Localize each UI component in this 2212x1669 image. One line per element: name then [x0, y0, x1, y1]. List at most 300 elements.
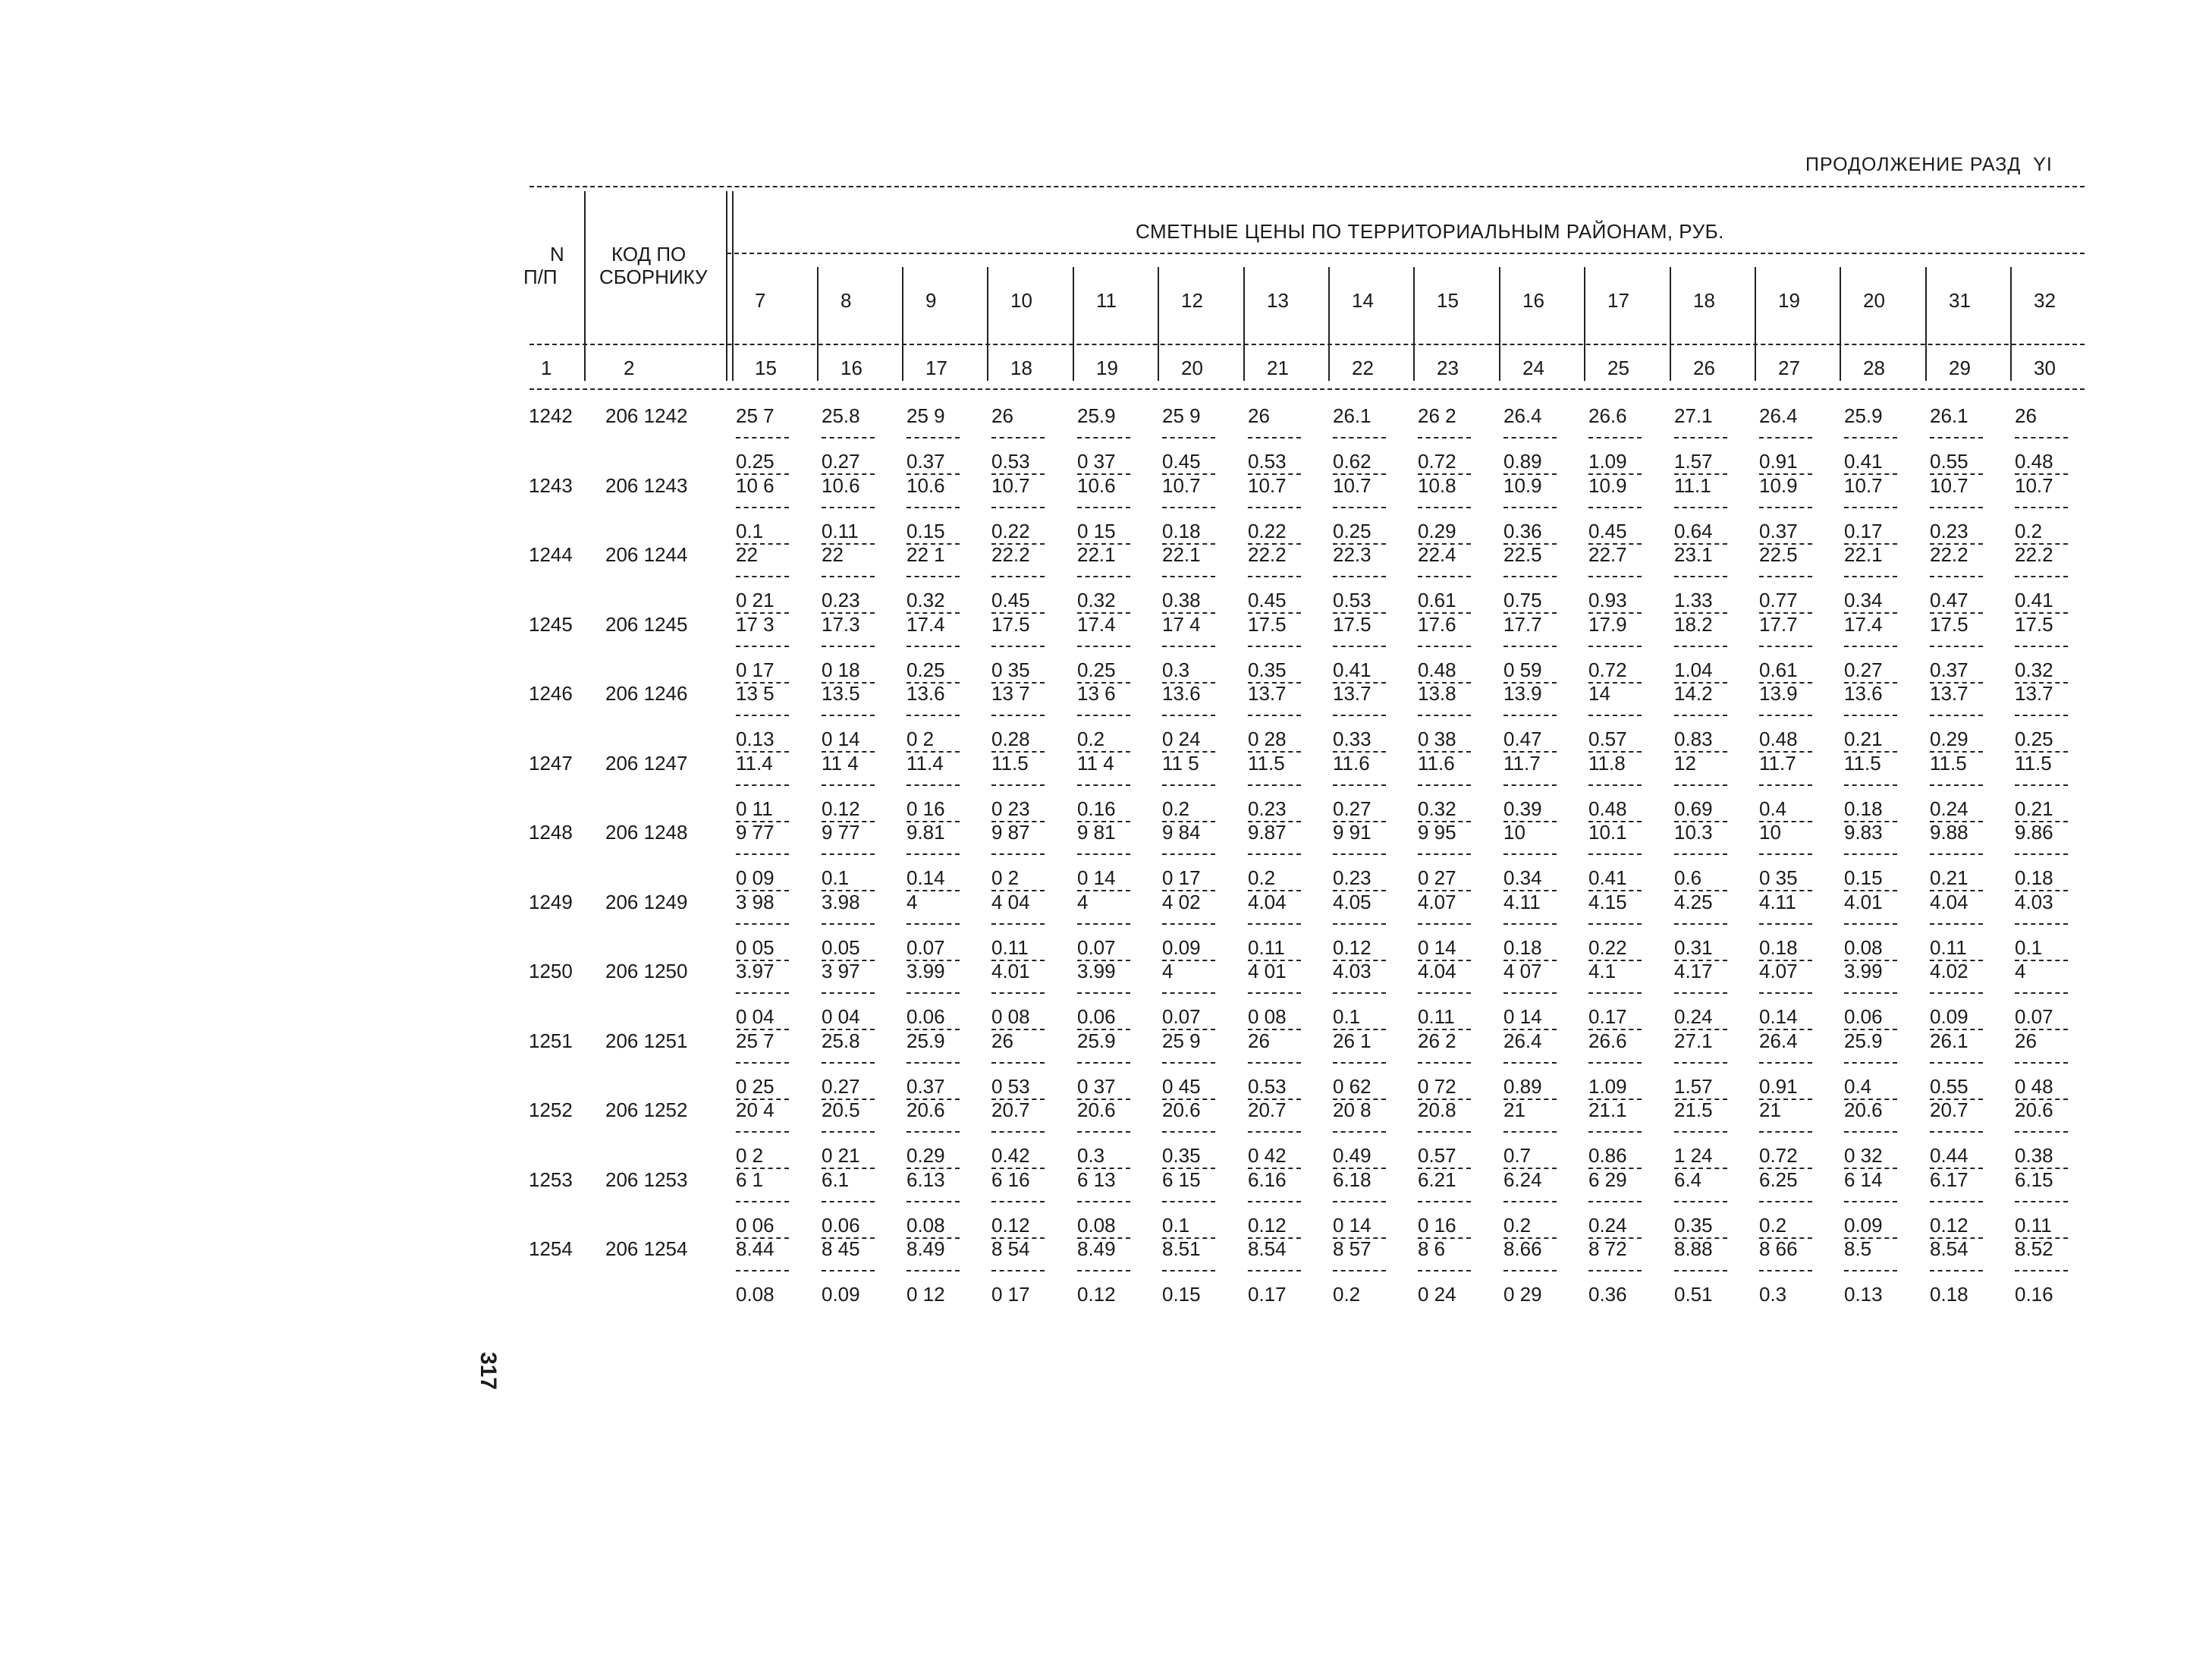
- price-bottom: 0.48: [1418, 658, 1456, 681]
- price-bottom: 0.1: [1162, 1213, 1190, 1237]
- fraction-dash: [2015, 507, 2068, 508]
- price-top: 9 77: [736, 821, 775, 844]
- price-top: 10.6: [1077, 473, 1116, 497]
- price-top: 9 84: [1162, 821, 1201, 844]
- price-bottom: 0.45: [1248, 589, 1287, 611]
- price-top: 11.4: [906, 751, 944, 775]
- price-top: 14: [1588, 682, 1610, 705]
- price-bottom: 0.83: [1674, 728, 1713, 750]
- fraction-dash: [1759, 853, 1812, 855]
- fraction-dash: [991, 1201, 1045, 1202]
- price-top: 9.87: [1248, 821, 1287, 844]
- price-bottom: 0 23: [991, 797, 1030, 820]
- price-bottom: 0.24: [1588, 1213, 1627, 1237]
- price-bottom: 0.27: [1333, 797, 1372, 820]
- price-bottom: 0 2: [906, 728, 935, 750]
- fraction-dash: [1844, 646, 1897, 647]
- row-code: 206 1253: [605, 1168, 688, 1191]
- row-code: 206 1254: [605, 1237, 688, 1260]
- fraction-dash: [1759, 507, 1812, 508]
- price-top: 10.6: [906, 473, 945, 497]
- price-top: 13 7: [991, 682, 1030, 705]
- price-top: 8.51: [1162, 1237, 1201, 1260]
- price-bottom: 0 72: [1418, 1074, 1456, 1098]
- price-bottom: 0 16: [1418, 1213, 1456, 1237]
- fraction-dash: [736, 784, 789, 786]
- price-top: 4: [2015, 960, 2026, 982]
- fraction-dash: [991, 1270, 1045, 1271]
- price-bottom: 0.06: [1077, 1005, 1116, 1028]
- price-bottom: 0.2: [1503, 1213, 1532, 1237]
- fraction-dash: [822, 507, 875, 508]
- fraction-dash: [1503, 715, 1557, 716]
- price-bottom: 0.64: [1674, 519, 1713, 542]
- price-top: 26.4: [1503, 404, 1542, 427]
- price-top: 26.4: [1759, 404, 1798, 427]
- fraction-dash: [1674, 992, 1727, 994]
- price-bottom: 0.08: [906, 1213, 945, 1237]
- price-bottom: 1.33: [1674, 589, 1713, 611]
- price-top: 9 87: [991, 821, 1030, 844]
- price-bottom: 0.15: [906, 519, 945, 542]
- price-top: 22.2: [1248, 543, 1287, 566]
- price-bottom: 0.12: [1333, 935, 1372, 959]
- price-bottom: 0.34: [1844, 589, 1883, 611]
- price-bottom: 0.53: [1248, 450, 1287, 473]
- region-col-separator: [902, 267, 903, 381]
- price-bottom: 0.93: [1588, 589, 1627, 611]
- price-top: 6 14: [1844, 1168, 1883, 1191]
- region-header: 14: [1352, 289, 1374, 312]
- price-bottom: 0.35: [1674, 1213, 1713, 1237]
- fraction-dash: [1759, 646, 1812, 647]
- price-bottom: 0.16: [2015, 1283, 2053, 1306]
- fraction-dash: [1162, 1131, 1215, 1133]
- fraction-dash: [1674, 1270, 1727, 1271]
- fraction-dash: [1162, 923, 1215, 925]
- price-bottom: 0.12: [1077, 1283, 1116, 1306]
- continuation-label: ПРОДОЛЖЕНИЕ РАЗД YI: [1805, 154, 2053, 175]
- row-code: 206 1242: [605, 404, 688, 427]
- price-top: 17.6: [1418, 612, 1456, 636]
- price-bottom: 0.6: [1674, 866, 1702, 889]
- price-bottom: 0.77: [1759, 589, 1798, 611]
- price-top: 11.6: [1418, 751, 1455, 775]
- row-number: 1254: [529, 1237, 573, 1260]
- fraction-dash: [1162, 576, 1215, 577]
- price-top: 10.7: [1248, 473, 1287, 497]
- price-top: 20.7: [1930, 1099, 1968, 1121]
- price-bottom: 0.07: [1077, 935, 1116, 959]
- fraction-dash: [736, 992, 789, 994]
- col-index-header: 23: [1437, 357, 1459, 379]
- price-top: 25.8: [822, 1029, 860, 1052]
- price-bottom: 1 24: [1674, 1144, 1713, 1167]
- price-bottom: 0.1: [2015, 935, 2043, 959]
- price-bottom: 0.57: [1418, 1144, 1456, 1167]
- price-bottom: 0.12: [991, 1213, 1030, 1237]
- price-bottom: 0.36: [1588, 1283, 1627, 1306]
- price-bottom: 0.25: [906, 658, 945, 681]
- fraction-dash: [1077, 923, 1130, 925]
- price-top: 25.9: [906, 1029, 945, 1052]
- fraction-dash: [1418, 1062, 1471, 1064]
- region-col-separator: [817, 267, 819, 381]
- fraction-dash: [991, 784, 1045, 786]
- fraction-dash: [906, 646, 960, 647]
- price-bottom: 0.1: [736, 519, 764, 542]
- fraction-dash: [1930, 923, 1983, 925]
- price-bottom: 0.37: [1930, 658, 1968, 681]
- price-bottom: 0 11: [736, 797, 773, 820]
- price-bottom: 0 16: [906, 797, 945, 820]
- page-number: 317: [476, 1352, 501, 1391]
- price-bottom: 0.07: [2015, 1005, 2053, 1028]
- fraction-dash: [822, 992, 875, 994]
- price-top: 22.3: [1333, 543, 1372, 566]
- price-top: 22: [822, 543, 844, 566]
- fraction-dash: [1674, 437, 1727, 438]
- price-bottom: 0.2: [1077, 728, 1105, 750]
- price-top: 4.07: [1418, 890, 1456, 913]
- fraction-dash: [1588, 437, 1642, 438]
- price-bottom: 0.53: [1248, 1074, 1287, 1098]
- region-header: 10: [1010, 289, 1032, 312]
- fraction-dash: [2015, 923, 2068, 925]
- price-bottom: 1.57: [1674, 1074, 1713, 1098]
- price-bottom: 0.1: [822, 866, 850, 889]
- fraction-dash: [1077, 1270, 1130, 1271]
- price-top: 20.7: [1248, 1099, 1287, 1121]
- fraction-dash: [736, 853, 789, 855]
- price-top: 8.66: [1503, 1237, 1542, 1260]
- price-top: 26: [1248, 1029, 1270, 1052]
- price-top: 13.7: [1248, 682, 1287, 705]
- fraction-dash: [1418, 1131, 1471, 1133]
- fraction-dash: [1588, 646, 1642, 647]
- price-top: 10.7: [1162, 473, 1201, 497]
- fraction-dash: [1162, 715, 1215, 716]
- fraction-dash: [991, 437, 1045, 438]
- fraction-dash: [991, 853, 1045, 855]
- col-index-header: 16: [840, 357, 862, 379]
- price-top: 17.3: [822, 612, 860, 636]
- price-top: 26.1: [1333, 404, 1372, 427]
- price-top: 4: [1077, 890, 1089, 913]
- fraction-dash: [1248, 646, 1301, 647]
- region-col-separator: [1073, 267, 1074, 381]
- fraction-dash: [1333, 715, 1386, 716]
- fraction-dash: [1333, 1270, 1386, 1271]
- fraction-dash: [1503, 923, 1557, 925]
- fraction-dash: [1503, 1062, 1557, 1064]
- fraction-dash: [1077, 646, 1130, 647]
- fraction-dash: [1930, 853, 1983, 855]
- price-top: 6 29: [1588, 1168, 1627, 1191]
- fraction-dash: [991, 646, 1045, 647]
- index-rule: [529, 388, 2085, 390]
- price-top: 25.9: [1844, 404, 1883, 427]
- fraction-dash: [1418, 437, 1471, 438]
- row-number: 1246: [529, 682, 573, 705]
- price-top: 17.5: [1248, 612, 1287, 636]
- fraction-dash: [1333, 1131, 1386, 1133]
- fraction-dash: [1333, 507, 1386, 508]
- row-code: 206 1248: [605, 821, 688, 844]
- fraction-dash: [1418, 576, 1471, 577]
- price-bottom: 0.08: [736, 1283, 775, 1306]
- fraction-dash: [1162, 853, 1215, 855]
- fraction-dash: [822, 1201, 875, 1202]
- price-bottom: 0.35: [1162, 1144, 1201, 1167]
- region-col-separator: [1243, 267, 1245, 381]
- price-bottom: 0.44: [1930, 1144, 1968, 1167]
- fraction-dash: [1077, 784, 1130, 786]
- price-top: 4 04: [991, 890, 1030, 913]
- price-bottom: 0.27: [1844, 658, 1883, 681]
- price-bottom: 0 04: [736, 1005, 775, 1028]
- region-col-separator: [1670, 267, 1671, 381]
- fraction-dash: [1844, 1201, 1897, 1202]
- price-top: 11.6: [1333, 751, 1370, 775]
- fraction-dash: [1162, 784, 1215, 786]
- fraction-dash: [2015, 646, 2068, 647]
- price-top: 23.1: [1674, 543, 1713, 566]
- fraction-dash: [906, 853, 960, 855]
- price-bottom: 0 37: [1077, 450, 1116, 473]
- fraction-dash: [1674, 853, 1727, 855]
- price-top: 4.03: [1333, 960, 1372, 982]
- price-top: 8.49: [1077, 1237, 1116, 1260]
- row-code: 206 1249: [605, 890, 688, 913]
- fraction-dash: [1248, 1270, 1301, 1271]
- price-top: 4.02: [1930, 960, 1968, 982]
- fraction-dash: [1077, 437, 1130, 438]
- price-top: 17.4: [906, 612, 945, 636]
- fraction-dash: [1162, 646, 1215, 647]
- fraction-dash: [1930, 715, 1983, 716]
- price-top: 22.1: [1162, 543, 1201, 566]
- fraction-dash: [2015, 437, 2068, 438]
- fraction-dash: [1759, 1131, 1812, 1133]
- fraction-dash: [1930, 576, 1983, 577]
- price-top: 13.7: [1333, 682, 1372, 705]
- price-top: 3.99: [1844, 960, 1883, 982]
- price-bottom: 0.48: [1588, 797, 1627, 820]
- row-number: 1251: [529, 1029, 573, 1052]
- fraction-dash: [822, 646, 875, 647]
- fraction-dash: [1930, 992, 1983, 994]
- price-bottom: 0.21: [2015, 797, 2053, 820]
- col-index-header: 21: [1267, 357, 1289, 379]
- price-top: 20.7: [991, 1099, 1030, 1121]
- price-top: 10.7: [2015, 473, 2053, 497]
- fraction-dash: [822, 923, 875, 925]
- fraction-dash: [1844, 784, 1897, 786]
- region-col-separator: [1158, 267, 1159, 381]
- col-code-label-1: КОД ПО: [611, 243, 687, 266]
- region-col-separator: [987, 267, 988, 381]
- price-bottom: 0 28: [1248, 728, 1287, 750]
- price-top: 26.4: [1759, 1029, 1798, 1052]
- price-bottom: 0.61: [1418, 589, 1456, 611]
- price-top: 26.1: [1930, 404, 1968, 427]
- fraction-dash: [1418, 923, 1471, 925]
- price-top: 10.7: [991, 473, 1030, 497]
- top-rule: [529, 186, 2085, 187]
- price-top: 4.11: [1759, 890, 1796, 913]
- col-index-header: 27: [1778, 357, 1800, 379]
- price-bottom: 0 12: [906, 1283, 945, 1306]
- price-bottom: 0.7: [1503, 1144, 1532, 1167]
- price-bottom: 0.4: [1759, 797, 1787, 820]
- price-bottom: 0.72: [1759, 1144, 1798, 1167]
- fraction-dash: [736, 715, 789, 716]
- price-bottom: 0.24: [1930, 797, 1968, 820]
- price-bottom: 0.2: [1248, 866, 1276, 889]
- price-top: 26.4: [1503, 1029, 1542, 1052]
- price-top: 13.8: [1418, 682, 1456, 705]
- fraction-dash: [1248, 923, 1301, 925]
- fraction-dash: [1930, 1062, 1983, 1064]
- price-top: 11 4: [822, 751, 859, 775]
- price-top: 25 9: [1162, 1029, 1201, 1052]
- price-bottom: 0.35: [1248, 658, 1287, 681]
- price-top: 6.18: [1333, 1168, 1372, 1191]
- row-code: 206 1250: [605, 960, 688, 982]
- fraction-dash: [1333, 576, 1386, 577]
- row-number: 1252: [529, 1099, 573, 1121]
- price-top: 13.6: [1162, 682, 1201, 705]
- price-top: 22.2: [2015, 543, 2053, 566]
- fraction-dash: [736, 576, 789, 577]
- price-bottom: 0.27: [822, 450, 860, 473]
- price-top: 10.7: [1844, 473, 1883, 497]
- fraction-dash: [1077, 576, 1130, 577]
- price-bottom: 0.47: [1503, 728, 1542, 750]
- fraction-dash: [1759, 784, 1812, 786]
- price-top: 26: [991, 1029, 1013, 1052]
- price-bottom: 0.45: [1588, 519, 1627, 542]
- fraction-dash: [1588, 1131, 1642, 1133]
- price-top: 8 54: [991, 1237, 1030, 1260]
- price-bottom: 0.15: [1162, 1283, 1201, 1306]
- row-code: 206 1247: [605, 751, 688, 775]
- price-top: 8 72: [1588, 1237, 1627, 1260]
- fraction-dash: [1418, 1270, 1471, 1271]
- price-bottom: 0.3: [1162, 658, 1190, 681]
- fraction-dash: [822, 1062, 875, 1064]
- region-header: 20: [1863, 289, 1885, 312]
- price-bottom: 0.2: [2015, 519, 2043, 542]
- price-bottom: 0.86: [1588, 1144, 1627, 1167]
- fraction-dash: [1844, 715, 1897, 716]
- price-bottom: 1.09: [1588, 450, 1627, 473]
- price-bottom: 0 2: [991, 866, 1020, 889]
- price-top: 11.7: [1503, 751, 1541, 775]
- price-top: 13.6: [906, 682, 945, 705]
- price-bottom: 0.23: [1333, 866, 1372, 889]
- price-bottom: 0.2: [1333, 1283, 1361, 1306]
- price-top: 22.2: [1930, 543, 1968, 566]
- price-bottom: 0 09: [736, 866, 775, 889]
- price-bottom: 0.45: [991, 589, 1030, 611]
- region-col-separator: [1413, 267, 1415, 381]
- price-bottom: 0.49: [1333, 1144, 1372, 1167]
- price-bottom: 0 21: [822, 1144, 860, 1167]
- price-bottom: 0.89: [1503, 450, 1542, 473]
- fraction-dash: [1162, 507, 1215, 508]
- fraction-dash: [1248, 992, 1301, 994]
- price-bottom: 0 15: [1077, 519, 1116, 542]
- price-bottom: 0 25: [736, 1074, 775, 1098]
- price-top: 9.81: [906, 821, 945, 844]
- fraction-dash: [1759, 923, 1812, 925]
- fraction-dash: [1077, 1131, 1130, 1133]
- price-bottom: 0.55: [1930, 450, 1968, 473]
- price-top: 25.9: [1844, 1029, 1883, 1052]
- price-bottom: 0 45: [1162, 1074, 1201, 1098]
- price-bottom: 0.32: [2015, 658, 2053, 681]
- fraction-dash: [906, 507, 960, 508]
- fraction-dash: [1333, 1062, 1386, 1064]
- fraction-dash: [1248, 1062, 1301, 1064]
- price-bottom: 0.48: [1759, 728, 1798, 750]
- price-top: 6 13: [1077, 1168, 1116, 1191]
- fraction-dash: [822, 853, 875, 855]
- fraction-dash: [2015, 715, 2068, 716]
- col-index-1: 1: [541, 357, 552, 379]
- fraction-dash: [1844, 1131, 1897, 1133]
- price-bottom: 0.22: [1588, 935, 1627, 959]
- price-bottom: 0 59: [1503, 658, 1542, 681]
- price-bottom: 0.41: [1333, 658, 1372, 681]
- price-bottom: 0.32: [906, 589, 945, 611]
- price-bottom: 0.48: [2015, 450, 2053, 473]
- price-bottom: 0.51: [1674, 1283, 1713, 1306]
- price-top: 20.6: [1844, 1099, 1883, 1121]
- price-top: 8.88: [1674, 1237, 1713, 1260]
- price-top: 9.86: [2015, 821, 2053, 844]
- price-bottom: 0.28: [991, 728, 1030, 750]
- price-bottom: 0.29: [1930, 728, 1968, 750]
- region-header: 13: [1267, 289, 1289, 312]
- price-bottom: 0.37: [906, 450, 945, 473]
- fraction-dash: [822, 1270, 875, 1271]
- fraction-dash: [1418, 784, 1471, 786]
- price-bottom: 0.89: [1503, 1074, 1542, 1098]
- price-bottom: 0 2: [736, 1144, 764, 1167]
- fraction-dash: [1333, 1201, 1386, 1202]
- price-bottom: 0.12: [1930, 1213, 1968, 1237]
- price-top: 6.13: [906, 1168, 945, 1191]
- price-bottom: 0.11: [1248, 935, 1285, 959]
- price-top: 13.9: [1503, 682, 1542, 705]
- price-bottom: 0.23: [1930, 519, 1968, 542]
- price-bottom: 0.61: [1759, 658, 1798, 681]
- fraction-dash: [1333, 923, 1386, 925]
- region-header: 31: [1949, 289, 1971, 312]
- price-top: 4.11: [1503, 890, 1541, 913]
- price-bottom: 0.18: [1503, 935, 1542, 959]
- price-bottom: 0 17: [1162, 866, 1201, 889]
- price-top: 9.83: [1844, 821, 1883, 844]
- price-top: 4.15: [1588, 890, 1627, 913]
- fraction-dash: [2015, 1201, 2068, 1202]
- fraction-dash: [1674, 1062, 1727, 1064]
- price-top: 4.04: [1418, 960, 1456, 982]
- fraction-dash: [2015, 1062, 2068, 1064]
